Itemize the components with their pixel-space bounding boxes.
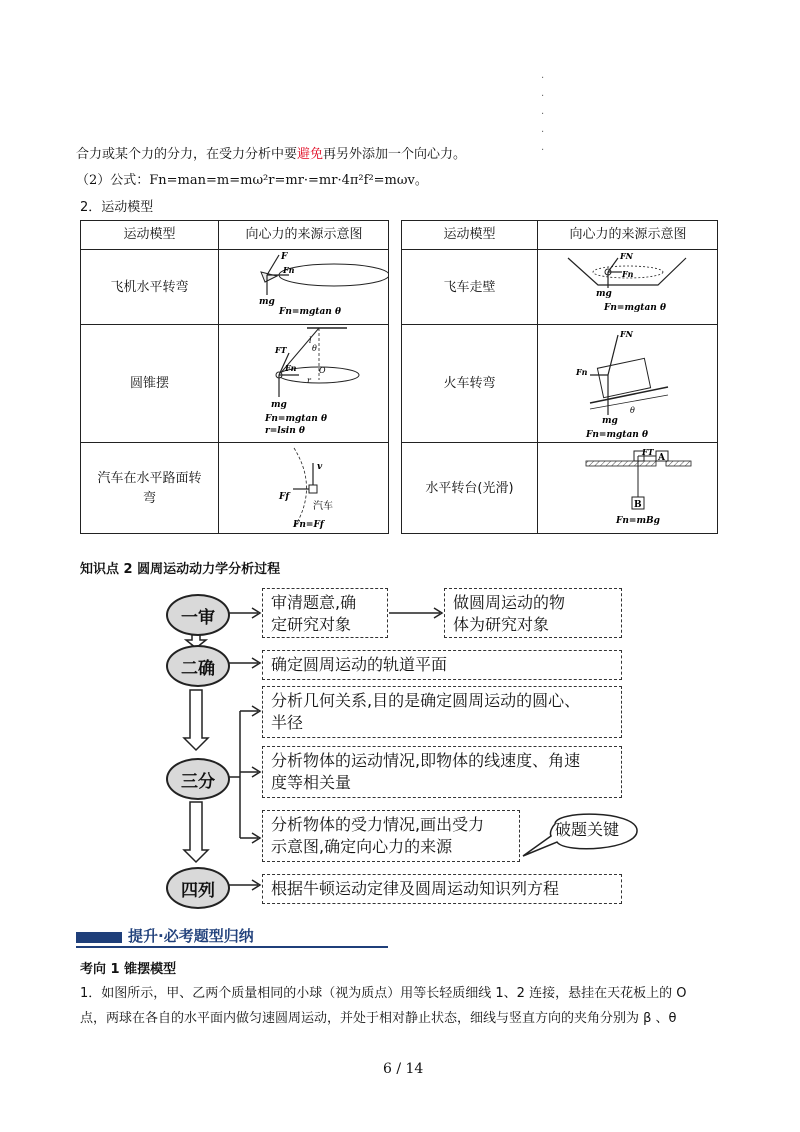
label-F: F <box>281 252 288 262</box>
label-Fn-2: Fn <box>622 269 634 279</box>
knowledge-point-2-title: 知识点 2 圆周运动动力学分析过程 <box>80 562 281 577</box>
section-2-title: 2．运动模型 <box>80 200 154 215</box>
box5-line1: 分析物体的运动情况,即物体的线速度、角速 <box>271 751 581 770</box>
step-4-equations: 四列 <box>166 867 230 909</box>
header-model-left: 运动模型 <box>123 227 176 242</box>
box-motion <box>262 746 622 798</box>
train-turn-diagram <box>538 325 718 443</box>
label-Fn: Fn <box>283 265 295 275</box>
callout-key: 破题关键 <box>555 820 620 839</box>
label-theta-2: θ <box>630 406 635 415</box>
intro-text-end: 再另外添加一个向心力。 <box>323 147 467 162</box>
step-1-review: 一审 <box>166 594 230 636</box>
label-mg-3: mg <box>271 400 287 410</box>
page-number: 6 / 14 <box>383 1061 424 1077</box>
airplane-turn-diagram <box>219 250 389 325</box>
box-force-analysis <box>262 810 520 862</box>
intro-emphasis: 避免 <box>297 147 324 162</box>
formula-turntable: Fn=mBg <box>616 516 660 526</box>
model-wall-riding-car: 飞车走壁 <box>443 279 496 295</box>
header-model-right: 运动模型 <box>443 227 496 242</box>
model-conical-pendulum: 圆锥摆 <box>129 376 169 391</box>
turntable-diagram <box>538 443 718 534</box>
label-FT-2: FT <box>642 447 654 457</box>
box5-line2: 度等相关量 <box>271 773 352 792</box>
step-2-confirm: 二确 <box>166 645 230 687</box>
formula-cone-1: Fn=mgtan θ <box>265 414 327 424</box>
formula-line: （2）公式：Fn=man=m=mω²r=mr·=mr·4π²f²=mωv。 <box>76 173 428 188</box>
box1-line1: 审清题意,确 <box>271 593 357 612</box>
label-v: v <box>317 462 323 472</box>
question-1-line-2: 点，两球在各自的水平面内做匀速圆周运动，并处于相对静止状态，细线与竖直方向的夹角分别为 β 、θ <box>80 1011 677 1026</box>
step-3-analyze: 三分 <box>166 758 230 800</box>
label-Fn-4: Fn <box>576 367 588 377</box>
label-Ff: Ff <box>279 492 290 502</box>
motion-models-table <box>80 220 718 534</box>
banner-title: 提升·必考题型归纳 <box>128 927 254 945</box>
label-Fn-3: Fn <box>285 363 297 373</box>
wall-riding-diagram <box>538 250 718 325</box>
model-turntable: 水平转台(光滑) <box>425 480 514 496</box>
label-FN: FN <box>620 251 633 261</box>
car-turn-line-1: 汽车在水平路面转 <box>97 470 202 486</box>
label-mg: mg <box>259 297 275 307</box>
label-theta: θ <box>312 344 317 353</box>
box4-line2: 半径 <box>271 713 304 732</box>
model-train-turn: 火车转弯 <box>443 376 496 391</box>
banner-bar <box>76 932 122 943</box>
header-diagram-left: 向心力的来源示意图 <box>245 227 363 242</box>
label-FN-2: FN <box>620 329 633 339</box>
model-car-turn <box>80 443 219 534</box>
label-A: A <box>658 453 665 463</box>
question-1-line-1: 1．如图所示，甲、乙两个质量相同的小球（视为质点）用等长轻质细线 1、2 连接，悬挂在天花板上的 O <box>80 986 687 1001</box>
conical-pendulum-diagram <box>219 325 389 443</box>
label-FT: FT <box>275 345 287 355</box>
box6-line1: 分析物体的受力情况,画出受力 <box>271 815 485 834</box>
car-turn-line-2: 弯 <box>142 490 156 506</box>
formula-car: Fn=Ff <box>293 520 324 530</box>
label-O: O <box>319 366 326 375</box>
box-equations: 根据牛顿运动定律及圆周运动知识列方程 <box>262 874 622 904</box>
section-banner <box>76 926 388 948</box>
banner-underline <box>76 946 388 948</box>
box-geometry <box>262 686 622 738</box>
decorative-dots: · · · · · <box>541 73 545 156</box>
box-read-question <box>262 588 388 638</box>
box2-line1: 做圆周运动的物 <box>453 593 566 612</box>
formula-cone-2: r=lsin θ <box>265 426 305 436</box>
direction-1-title: 考向 1 锥摆模型 <box>80 962 177 977</box>
formula-wall: Fn=mgtan θ <box>604 303 666 313</box>
formula-train: Fn=mgtan θ <box>586 430 648 440</box>
intro-line <box>76 146 466 164</box>
box2-line2: 体为研究对象 <box>453 615 550 634</box>
label-mg-4: mg <box>602 416 618 426</box>
box-orbit-plane: 确定圆周运动的轨道平面 <box>262 650 622 680</box>
intro-text: 合力或某个力的分力，在受力分析中要 <box>76 147 298 162</box>
car-turn-diagram <box>219 443 389 534</box>
box4-line1: 分析几何关系,目的是确定圆周运动的圆心、 <box>271 691 581 710</box>
box1-line2: 定研究对象 <box>271 615 352 634</box>
box6-line2: 示意图,确定向心力的来源 <box>271 837 453 856</box>
formula-airplane: Fn=mgtan θ <box>279 307 341 317</box>
header-diagram-right: 向心力的来源示意图 <box>569 227 687 242</box>
label-mg-2: mg <box>596 289 612 299</box>
label-r: r <box>307 376 311 385</box>
model-airplane-turn: 飞机水平转弯 <box>110 279 189 295</box>
label-B: B <box>634 500 642 510</box>
box-research-object <box>444 588 622 638</box>
label-l: l <box>309 336 312 345</box>
label-car: 汽车 <box>313 501 333 512</box>
